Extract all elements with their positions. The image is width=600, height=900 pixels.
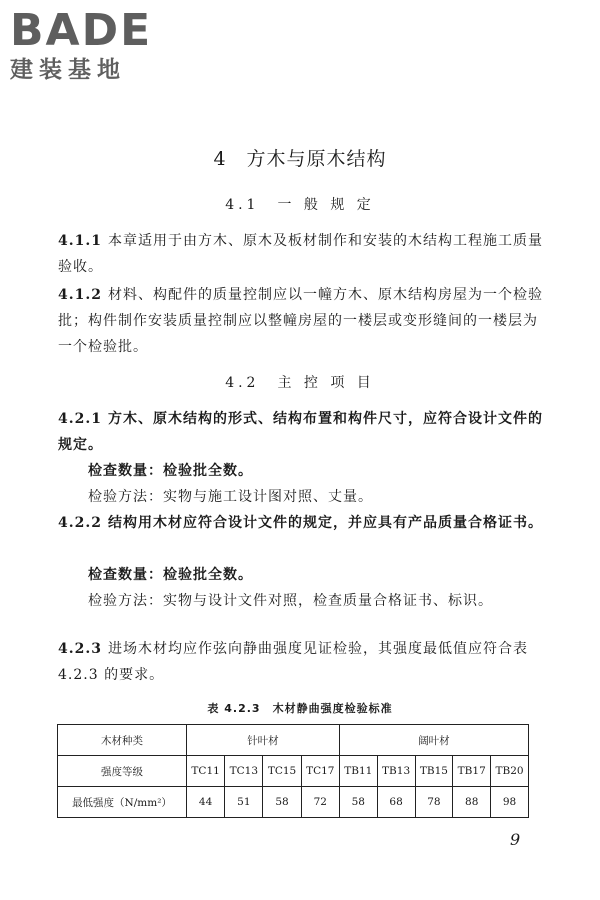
row-label-grade: 强度等级	[58, 756, 187, 787]
logo-wordmark: BADE	[10, 5, 153, 56]
grade-cell: TB17	[453, 756, 491, 787]
value-cell: 78	[415, 787, 453, 818]
group-broadleaf: 阔叶材	[339, 725, 528, 756]
clause-text: 进场木材均应作弦向静曲强度见证检验，其强度最低值应符合表 4.2.3 的要求。	[58, 641, 528, 683]
table-row	[58, 787, 529, 818]
value-cell: 98	[491, 787, 529, 818]
value-cell: 51	[225, 787, 263, 818]
clause-text: 本章适用于由方木、原木及板材制作和安装的木结构工程施工质量验收。	[58, 233, 543, 275]
inspection-method-4-2-2: 检验方法：实物与设计文件对照，检查质量合格证书、标识。	[88, 593, 493, 609]
section-title-main-control: 4.2 主 控 项 目	[225, 375, 375, 391]
section-title-general: 4.1 一 般 规 定	[225, 197, 375, 213]
value-cell: 72	[301, 787, 339, 818]
clause-number: 4.1.2	[58, 287, 102, 303]
publisher-logo	[10, 5, 180, 86]
clause-text: 材料、构配件的质量控制应以一幢方木、原木结构房屋为一个检验批；构件制作安装质量控制应以整幢房屋的一楼层或变形缝间的一楼层为一个检验批。	[58, 287, 543, 355]
grade-cell: TC11	[187, 756, 225, 787]
clause-number: 4.2.1	[58, 411, 102, 427]
table-row	[58, 756, 529, 787]
grade-cell: TB20	[491, 756, 529, 787]
value-cell: 58	[339, 787, 377, 818]
chapter-title: 4 方木与原木结构	[213, 148, 387, 170]
clause-4-2-1	[58, 406, 546, 458]
grade-cell: TB13	[377, 756, 415, 787]
table-caption: 表 4.2.3 木材静曲强度检验标准	[207, 702, 393, 715]
grade-cell: TC17	[301, 756, 339, 787]
grade-cell: TB11	[339, 756, 377, 787]
group-conifer: 针叶材	[187, 725, 340, 756]
grade-cell: TC15	[263, 756, 301, 787]
grade-cell: TB15	[415, 756, 453, 787]
value-cell: 68	[377, 787, 415, 818]
strength-standard-table	[57, 724, 529, 818]
inspection-method-4-2-1: 检验方法：实物与施工设计图对照、丈量。	[88, 489, 373, 505]
clause-text: 方木、原木结构的形式、结构布置和构件尺寸，应符合设计文件的规定。	[58, 411, 543, 453]
clause-number: 4.2.3	[58, 641, 102, 657]
clause-4-2-3	[58, 636, 546, 688]
clause-number: 4.1.1	[58, 233, 102, 249]
value-cell: 58	[263, 787, 301, 818]
clause-text: 结构用木材应符合设计文件的规定，并应具有产品质量合格证书。	[107, 515, 543, 531]
logo-subtitle: 建装基地	[10, 57, 126, 83]
clause-4-1-2	[58, 282, 546, 360]
table-row	[58, 725, 529, 756]
row-label-wood-type: 木材种类	[58, 725, 187, 756]
clause-4-1-1	[58, 228, 546, 280]
value-cell: 88	[453, 787, 491, 818]
page-number: 9	[510, 830, 521, 849]
clause-4-2-2	[58, 510, 546, 536]
grade-cell: TC13	[225, 756, 263, 787]
value-cell: 44	[187, 787, 225, 818]
inspection-quantity-4-2-1: 检查数量：检验批全数。	[88, 463, 253, 479]
clause-number: 4.2.2	[58, 515, 102, 531]
row-label-min-strength: 最低强度（N/mm²）	[58, 787, 187, 818]
inspection-quantity-4-2-2: 检查数量：检验批全数。	[88, 567, 253, 583]
